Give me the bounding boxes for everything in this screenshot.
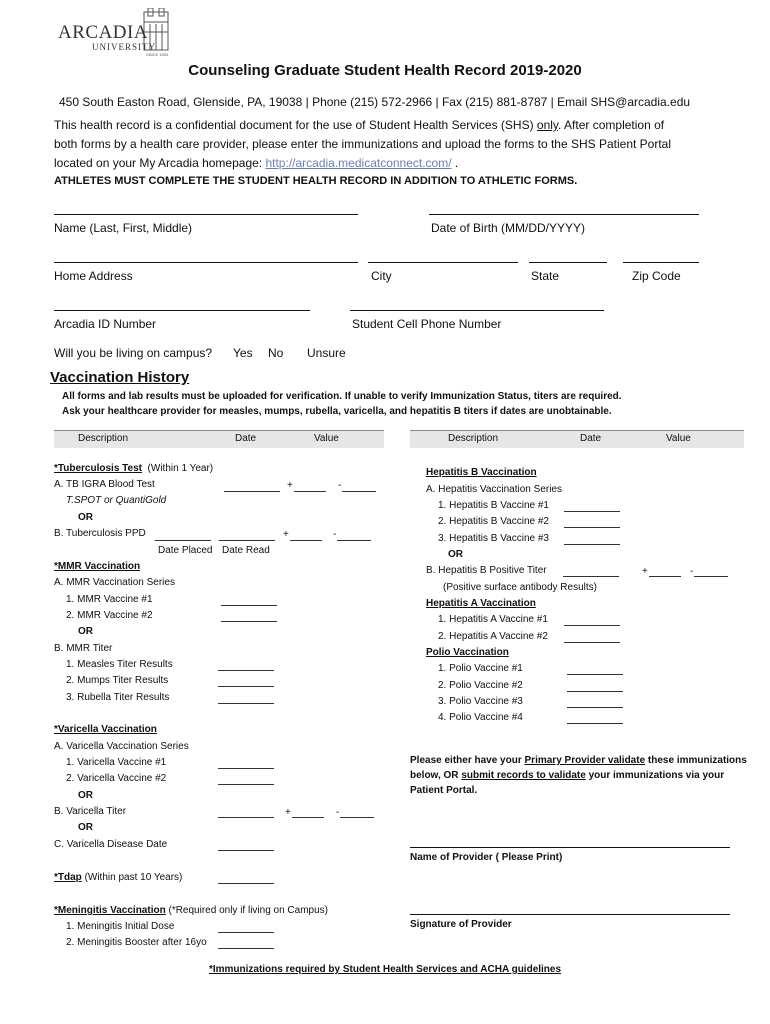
campus-unsure[interactable]: Unsure [307, 346, 346, 360]
tb-ppd-neg[interactable] [337, 540, 371, 541]
mmr-2: 2. MMR Vaccine #2 [66, 610, 153, 621]
dob-label: Date of Birth (MM/DD/YYYY) [431, 221, 586, 235]
hepa-2: 2. Hepatitis A Vaccine #2 [438, 631, 548, 642]
mmr-1-date[interactable] [221, 605, 277, 606]
varicella-disease-date[interactable] [218, 850, 274, 851]
left-table-header: Description Date Value [54, 430, 384, 448]
provider-name-line[interactable] [410, 847, 730, 848]
logo-since: SINCE 1853 [146, 52, 169, 57]
id-line[interactable] [54, 310, 310, 311]
mumps-date[interactable] [218, 686, 274, 687]
address-label: Home Address [54, 269, 133, 283]
varicella-minus: - [336, 807, 340, 818]
meningitis-1: 1. Meningitis Initial Dose [66, 921, 175, 932]
rubella-date[interactable] [218, 703, 274, 704]
tdap-date[interactable] [218, 883, 274, 884]
vax-note-1: All forms and lab results must be uploaded for verification. If unable to verify Immunization Status, titers are required. [62, 391, 622, 402]
tb-igra-minus: - [338, 480, 342, 491]
zip-line[interactable] [623, 262, 699, 263]
measles-date[interactable] [218, 670, 274, 671]
state-label: State [531, 269, 560, 283]
logo-name: ARCADIA [58, 22, 149, 43]
varicella-titer: B. Varicella Titer [54, 806, 127, 817]
tb-ppd: B. Tuberculosis PPD [54, 528, 146, 539]
hepa-2-date[interactable] [564, 642, 620, 643]
varicella-titer-neg[interactable] [340, 817, 374, 818]
meningitis-2-date[interactable] [218, 948, 274, 949]
mmr-title: *MMR Vaccination [54, 561, 141, 572]
hepb-or: OR [448, 549, 463, 560]
varicella-1-date[interactable] [218, 768, 274, 769]
hepb-titer-date[interactable] [563, 576, 619, 577]
mmr-2-date[interactable] [221, 621, 277, 622]
polio-2: 2. Polio Vaccine #2 [438, 680, 523, 691]
zip-label: Zip Code [632, 269, 681, 283]
varicella-disease: C. Varicella Disease Date [54, 839, 168, 850]
varicella-plus: + [285, 807, 291, 818]
meningitis-title-row: *Meningitis Vaccination (*Required only if living on Campus) [54, 905, 329, 916]
validate-line-3: Patient Portal. [410, 785, 478, 796]
validate-line-2: below, OR submit records to validate your immunizations via your [410, 770, 725, 781]
polio-2-date[interactable] [567, 691, 623, 692]
mmr-series: A. MMR Vaccination Series [54, 577, 175, 588]
hepb-plus: + [642, 566, 648, 577]
mumps-titer: 2. Mumps Titer Results [66, 675, 169, 686]
polio-1-date[interactable] [567, 674, 623, 675]
varicella-2-date[interactable] [218, 784, 274, 785]
tdap-row: *Tdap (Within past 10 Years) [54, 872, 183, 883]
varicella-2: 2. Varicella Vaccine #2 [66, 773, 167, 784]
hepb-3: 3. Hepatitis B Vaccine #3 [438, 533, 549, 544]
state-line[interactable] [529, 262, 607, 263]
polio-3-date[interactable] [567, 707, 623, 708]
varicella-titer-date[interactable] [218, 817, 274, 818]
arcadia-logo [58, 8, 178, 56]
polio-4-date[interactable] [567, 723, 623, 724]
campus-no[interactable]: No [268, 346, 284, 360]
contact-line: 450 South Easton Road, Glenside, PA, 19038 | Phone (215) 572-2966 | Fax (215) 881-8787 | Email SHS@arcadia.edu [59, 95, 691, 109]
city-line[interactable] [368, 262, 518, 263]
mmr-titer: B. MMR Titer [54, 643, 113, 654]
varicella-or-1: OR [78, 790, 93, 801]
dob-line[interactable] [429, 214, 699, 215]
polio-4: 4. Polio Vaccine #4 [438, 712, 523, 723]
mmr-or: OR [78, 626, 93, 637]
hepb-3-date[interactable] [564, 544, 620, 545]
hepa-1: 1. Hepatitis A Vaccine #1 [438, 614, 548, 625]
tb-igra-pos[interactable] [294, 491, 326, 492]
portal-link[interactable]: http://arcadia.medicatconnect.com/ [265, 156, 452, 170]
validate-line-1: Please either have your Primary Provider validate these immunizations [410, 755, 747, 766]
meningitis-2: 2. Meningitis Booster after 16yo [66, 937, 207, 948]
address-line[interactable] [54, 262, 358, 263]
footer-note: *Immunizations required by Student Health Services and ACHA guidelines [208, 964, 562, 975]
tb-ppd-placed[interactable] [155, 540, 211, 541]
hepb-note: (Positive surface antibody Results) [443, 582, 597, 593]
polio-title: Polio Vaccination [426, 647, 509, 658]
varicella-1: 1. Varicella Vaccine #1 [66, 757, 167, 768]
name-line[interactable] [54, 214, 358, 215]
hepb-series: A. Hepatitis Vaccination Series [426, 484, 562, 495]
page-title: Counseling Graduate Student Health Record 2019-2020 [188, 62, 582, 79]
varicella-series: A. Varicella Vaccination Series [54, 741, 189, 752]
hepb-titer: B. Hepatitis B Positive Titer [426, 565, 547, 576]
mmr-1: 1. MMR Vaccine #1 [66, 594, 153, 605]
rubella-titer: 3. Rubella Titer Results [66, 692, 170, 703]
city-label: City [371, 269, 392, 283]
id-label: Arcadia ID Number [54, 317, 157, 331]
campus-question: Will you be living on campus? [54, 346, 213, 360]
tb-ppd-plus: + [283, 529, 289, 540]
logo-sub: UNIVERSITY [92, 42, 156, 52]
tb-or: OR [78, 512, 93, 523]
provider-signature-label: Signature of Provider [410, 919, 512, 930]
tb-title-row: *Tuberculosis Test (Within 1 Year) [54, 463, 214, 474]
vax-note-2: Ask your healthcare provider for measles, mumps, rubella, varicella, and hepatitis B titers if dates are unobtainable. [62, 406, 612, 417]
polio-3: 3. Polio Vaccine #3 [438, 696, 523, 707]
tb-ppd-pos[interactable] [290, 540, 322, 541]
cell-label: Student Cell Phone Number [352, 317, 502, 331]
intro-line-3: located on your My Arcadia homepage: http://arcadia.medicatconnect.com/ . [54, 156, 459, 170]
cell-line[interactable] [350, 310, 604, 311]
hepb-2: 2. Hepatitis B Vaccine #2 [438, 516, 549, 527]
name-label: Name (Last, First, Middle) [54, 221, 193, 235]
hepb-titer-pos[interactable] [649, 576, 681, 577]
varicella-title: *Varicella Vaccination [54, 724, 157, 735]
date-placed-label: Date Placed [158, 545, 213, 556]
tb-igra-date[interactable] [224, 491, 280, 492]
hepb-2-date[interactable] [564, 527, 620, 528]
tb-igra-plus: + [287, 480, 293, 491]
measles-titer: 1. Measles Titer Results [66, 659, 173, 670]
polio-1: 1. Polio Vaccine #1 [438, 663, 523, 674]
provider-signature-line[interactable] [410, 914, 730, 915]
tb-igra-neg[interactable] [342, 491, 376, 492]
vaccination-heading: Vaccination History [50, 369, 190, 386]
intro-line-2: both forms by a health care provider, please enter the immunizations and upload the forms to the SHS Patient Portal [54, 137, 672, 151]
campus-yes[interactable]: Yes [233, 346, 253, 360]
varicella-titer-pos[interactable] [292, 817, 324, 818]
tb-igra: A. TB IGRA Blood Test [54, 479, 155, 490]
hepb-titer-neg[interactable] [694, 576, 728, 577]
right-table-header: Description Date Value [410, 430, 744, 448]
tb-igra-sub: T.SPOT or QuantiGold [66, 495, 167, 506]
intro-line-1: This health record is a confidential document for the use of Student Health Services (SHS) only. After completion of [54, 118, 665, 132]
hepa-1-date[interactable] [564, 625, 620, 626]
athletes-notice: ATHLETES MUST COMPLETE THE STUDENT HEALTH RECORD IN ADDITION TO ATHLETIC FORMS. [54, 175, 578, 187]
hepb-title: Hepatitis B Vaccination [426, 467, 537, 478]
tb-ppd-read[interactable] [219, 540, 275, 541]
provider-name-label: Name of Provider ( Please Print) [410, 852, 563, 863]
date-read-label: Date Read [222, 545, 270, 556]
hepb-1-date[interactable] [564, 511, 620, 512]
hepb-1: 1. Hepatitis B Vaccine #1 [438, 500, 549, 511]
hepb-minus: - [690, 566, 694, 577]
meningitis-1-date[interactable] [218, 932, 274, 933]
hepa-title: Hepatitis A Vaccination [426, 598, 536, 609]
varicella-or-2: OR [78, 822, 93, 833]
tb-ppd-minus: - [333, 529, 337, 540]
